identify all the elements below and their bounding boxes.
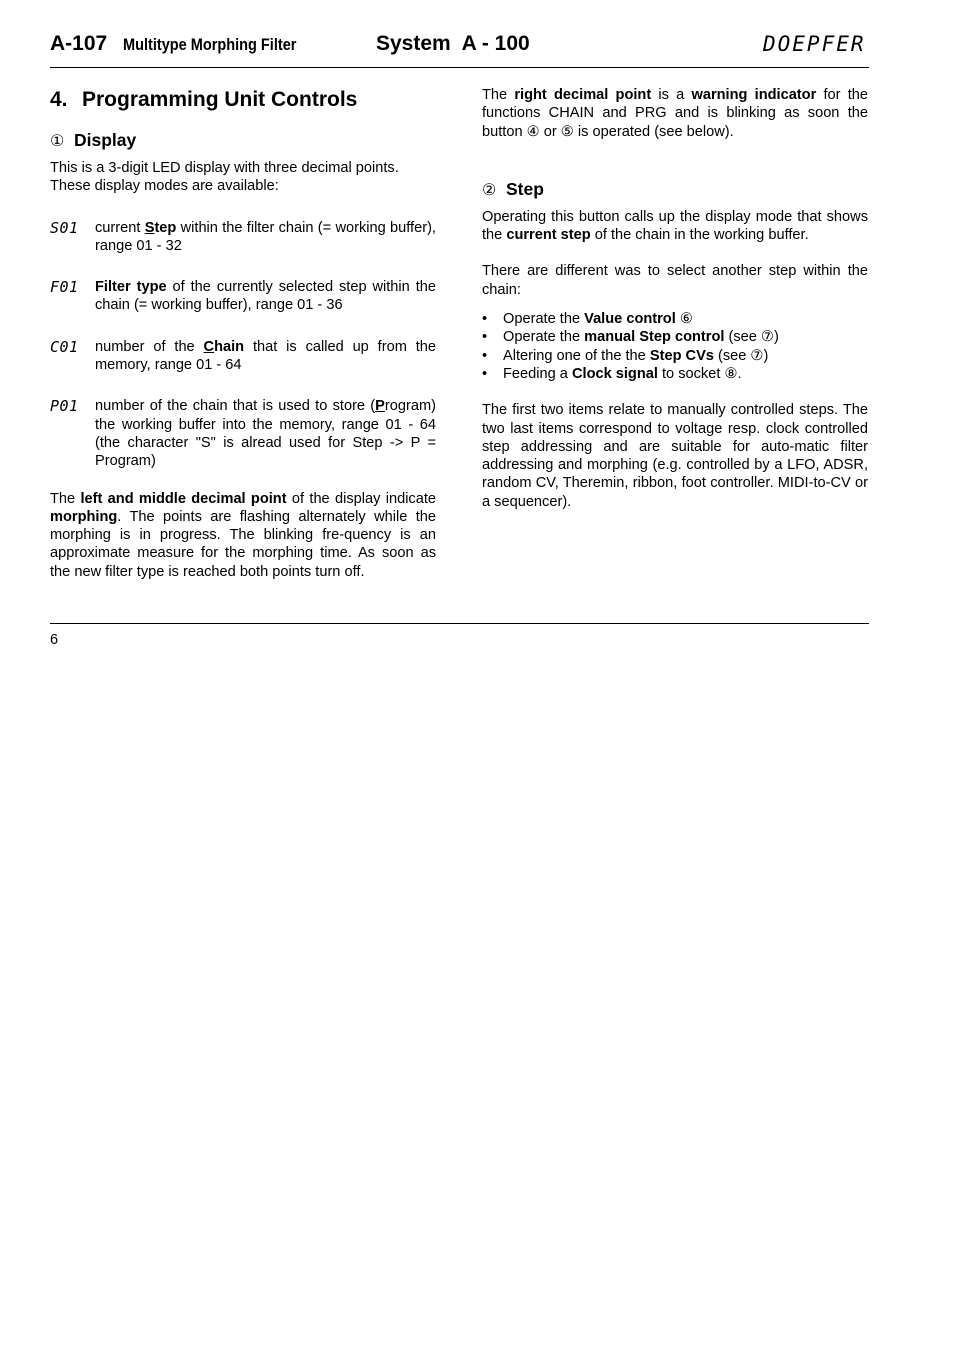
bold-term: Value control bbox=[584, 311, 676, 328]
step-paragraph-3: The first two items relate to manually controlled steps. The two last items correspond to voltage resp. clock controlled step addressing and are suitable for auto-matic filter addressing and morphing (e.g. controlled by a LFO, ADSR, random CV, Theremin, ribbon, foot controller. MIDI-to-CV or a sequencer). bbox=[482, 402, 868, 510]
mode-text-pre: number of the chain that is used to store ( bbox=[95, 398, 376, 415]
text-run: (see ⑦) bbox=[713, 347, 769, 364]
decimal-point-paragraph bbox=[50, 490, 436, 581]
step-paragraph-1 bbox=[482, 208, 868, 245]
list-item bbox=[482, 347, 868, 365]
mode-description bbox=[95, 219, 436, 256]
text-run: is a bbox=[651, 87, 692, 103]
bold-term: morphing bbox=[50, 508, 118, 525]
right-column bbox=[482, 86, 868, 511]
display-mode-program bbox=[50, 397, 436, 470]
page-number: 6 bbox=[50, 632, 59, 648]
text-run: The bbox=[50, 490, 81, 507]
bold-term: warning indicator bbox=[691, 87, 817, 103]
text-run: ⑥ bbox=[675, 311, 693, 328]
display-mode-step bbox=[50, 219, 436, 256]
text-run: Operating this button calls up the display mode that shows the bbox=[482, 208, 868, 244]
display-mode-chain bbox=[50, 338, 436, 375]
mode-code: S01 bbox=[50, 218, 79, 237]
display-marker: ① bbox=[50, 133, 65, 150]
section-heading bbox=[50, 86, 436, 114]
text-run: Feeding a bbox=[503, 365, 572, 382]
text-run: for the functions CHAIN and PRG and is blinking as soon the button ④ or ⑤ is operated (see below). bbox=[482, 87, 868, 140]
bold-term: Step CVs bbox=[649, 347, 714, 364]
bold-term: manual Step control bbox=[584, 329, 725, 346]
text-run: Operate the bbox=[503, 311, 585, 328]
list-item bbox=[482, 328, 868, 346]
left-column bbox=[50, 86, 436, 581]
display-mode-filter bbox=[50, 278, 436, 315]
bold-term: right decimal point bbox=[514, 87, 652, 103]
mode-description bbox=[95, 397, 436, 470]
mode-underlined-letter: C bbox=[203, 338, 215, 355]
display-intro: This is a 3-digit LED display with three decimal points. These display modes are available: bbox=[50, 160, 399, 195]
section-number: 4. bbox=[50, 88, 68, 111]
model-number: A-107 bbox=[50, 32, 108, 55]
mode-text-post: of the currently selected step within the chain (= working buffer), range 01 - 36 bbox=[95, 279, 436, 314]
list-item bbox=[482, 310, 868, 328]
step-heading bbox=[482, 178, 868, 202]
text-run: Operate the bbox=[503, 329, 585, 346]
bold-term: current step bbox=[506, 227, 591, 244]
step-heading-text: Step bbox=[506, 178, 544, 199]
bold-term: Clock signal bbox=[571, 365, 658, 382]
module-name: Multitype Morphing Filter bbox=[123, 36, 297, 54]
section-title: Programming Unit Controls bbox=[82, 88, 358, 111]
mode-text-post: that is called up from the memory, range 01 - 64 bbox=[95, 338, 437, 374]
mode-text-post: within the filter chain (= working buffer), range 01 - 32 bbox=[95, 219, 436, 254]
text-run: Altering one of the the bbox=[503, 347, 650, 364]
text-run: . The points are flashing alternately while the morphing is in progress. The blinking fre-quency is an approximate measure for the morphing time. As soon as the new filter type is reached both points turn off. bbox=[50, 508, 436, 580]
display-heading bbox=[50, 129, 436, 153]
mode-bold-rest: tep bbox=[154, 219, 177, 236]
mode-code: P01 bbox=[50, 397, 79, 416]
mode-text-post: rogram) the working buffer into the memory, range 01 - 64 (the character "S" is alread used for Step -> P = Program) bbox=[95, 398, 436, 470]
mode-text-pre: number of the bbox=[95, 338, 204, 355]
text-run: to socket ⑧. bbox=[657, 365, 742, 382]
step-paragraph-2: There are different was to select another step within the chain: bbox=[482, 263, 868, 298]
system-name: System A - 100 bbox=[376, 32, 530, 55]
step-methods-list bbox=[482, 310, 868, 383]
text-run: (see ⑦) bbox=[724, 329, 779, 346]
warning-paragraph bbox=[482, 86, 868, 141]
mode-description bbox=[95, 278, 436, 315]
step-marker: ② bbox=[482, 181, 497, 199]
mode-bold-rest: hain bbox=[214, 338, 245, 355]
bold-term: left and middle decimal point bbox=[80, 490, 287, 507]
text-run: of the display indicate bbox=[286, 490, 437, 507]
mode-description bbox=[95, 338, 436, 375]
mode-code: F01 bbox=[50, 278, 79, 297]
list-item bbox=[482, 365, 868, 383]
text-run: of the chain in the working buffer. bbox=[590, 227, 809, 244]
page-header bbox=[50, 30, 869, 66]
header-rule bbox=[50, 67, 869, 68]
mode-text-pre: current bbox=[95, 219, 145, 236]
mode-bold-term: Filter type bbox=[95, 279, 167, 296]
text-run: The bbox=[482, 87, 515, 103]
mode-code: C01 bbox=[50, 337, 79, 356]
mode-underlined-letter: S bbox=[144, 219, 155, 236]
brand-logo: DOEPFER bbox=[763, 32, 866, 56]
footer-rule bbox=[50, 623, 869, 624]
mode-underlined-letter: P bbox=[375, 398, 385, 415]
display-heading-text: Display bbox=[74, 130, 137, 150]
